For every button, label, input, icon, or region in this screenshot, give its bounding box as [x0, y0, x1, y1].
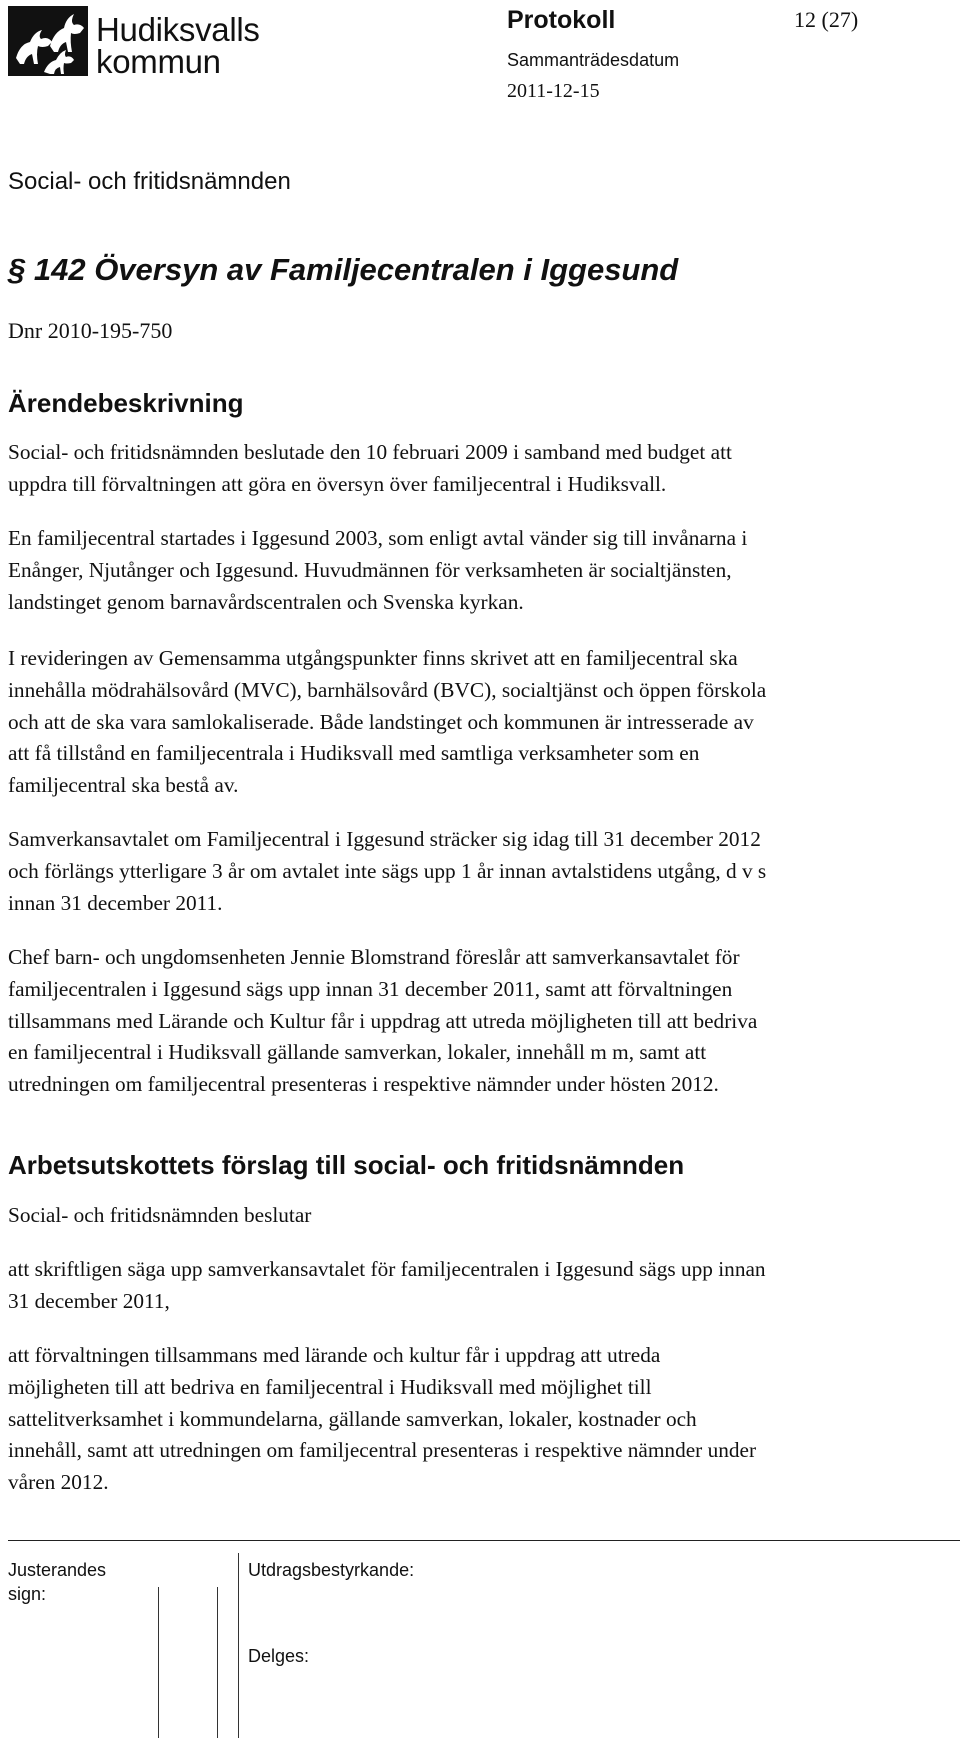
text-line: sattelitverksamhet i kommundelarna, gällande samverkan, lokaler, kostnader och — [8, 1406, 697, 1431]
delges-label: Delges: — [248, 1646, 310, 1666]
description-paragraph — [8, 942, 960, 1101]
text-line: Social- och fritidsnämnden beslutar — [8, 1203, 312, 1227]
text-line: utredningen om familjecentral presenteras i respektive nämnder under hösten 2012. — [8, 1072, 719, 1097]
description-paragraph — [8, 523, 960, 618]
text-line: innehåll, samt att utredningen om familjecentral presenteras i respektive nämnder under — [8, 1438, 757, 1463]
description-paragraph — [8, 643, 960, 802]
org-name-line2: kommun — [96, 43, 221, 80]
text-line: att förvaltningen tillsammans med lärande och kultur får i uppdrag att utreda — [8, 1343, 661, 1367]
signature-section-divider — [238, 1553, 239, 1738]
committee-name: Social- och fritidsnämnden — [8, 168, 291, 195]
text-line: familjecentralen i Iggesund sägs upp innan 31 december 2011, samt att förvaltningen — [8, 976, 733, 1001]
signature-box-divider — [158, 1587, 159, 1738]
municipality-logo-icon — [8, 6, 88, 76]
text-line: att skriftligen säga upp samverkansavtalet för familjecentralen i Iggesund sägs upp innan — [8, 1257, 766, 1281]
text-line: och att de ska vara samlokaliserade. Både landstinget och kommunen är intresserade av — [8, 709, 754, 734]
page-number: 12 (27) — [794, 7, 859, 32]
case-heading: § 142 Översyn av Familjecentralen i Iggesund — [8, 252, 679, 287]
description-paragraph — [8, 437, 960, 501]
text-line: En familjecentral startades i Iggesund 2003, som enligt avtal vänder sig till invånarna i — [8, 526, 748, 550]
signature-label: Justerandes — [8, 1560, 107, 1580]
text-line: innan 31 december 2011. — [8, 890, 223, 915]
meeting-date: 2011-12-15 — [507, 80, 600, 102]
text-line: I revideringen av Gemensamma utgångspunkter finns skrivet att en familjecentral ska — [8, 646, 738, 670]
text-line: möjligheten till att bedriva en familjecentral i Hudiksvall med möjlighet till — [8, 1374, 652, 1399]
proposal-paragraph — [8, 1254, 960, 1318]
text-line: 31 december 2011, — [8, 1288, 170, 1313]
document-type: Protokoll — [507, 6, 616, 34]
text-line: Chef barn- och ungdomsenheten Jennie Blomstrand föreslår att samverkansavtalet för — [8, 945, 740, 969]
section-heading-description: Ärendebeskrivning — [8, 388, 244, 418]
text-line: landstinget genom barnavårdscentralen och Svenska kyrkan. — [8, 589, 524, 614]
text-line: Samverkansavtalet om Familjecentral i Iggesund sträcker sig idag till 31 december 2012 — [8, 827, 761, 851]
footer-divider — [8, 1540, 960, 1541]
signature-box-divider — [217, 1587, 218, 1738]
proposal-paragraph — [8, 1340, 960, 1499]
text-line: innehålla mödrahälsovård (MVC), barnhälsovård (BVC), socialtjänst och öppen förskola — [8, 677, 767, 702]
org-name-line1: Hudiksvalls — [96, 11, 260, 48]
text-line: uppdra till förvaltningen att göra en översyn över familjecentral i Hudiksvall. — [8, 471, 667, 496]
case-reference-number: Dnr 2010-195-750 — [8, 318, 173, 343]
utdrag-label: Utdragsbestyrkande: — [248, 1560, 415, 1580]
text-line: tillsammans med Lärande och Kultur får i uppdrag att utreda möjligheten till att bedriva — [8, 1008, 758, 1033]
signature-label-line2: sign: — [8, 1584, 47, 1604]
section-heading-proposal: Arbetsutskottets förslag till social- och fritidsnämnden — [8, 1150, 685, 1180]
text-line: familjecentral ska bestå av. — [8, 773, 239, 798]
text-line: och förlängs ytterligare 3 år om avtalet inte sägs upp 1 år innan avtalstidens utgång, d v s — [8, 858, 767, 883]
description-paragraph — [8, 824, 960, 919]
text-line: Social- och fritidsnämnden beslutade den 10 februari 2009 i samband med budget att — [8, 440, 732, 464]
text-line: våren 2012. — [8, 1470, 109, 1495]
proposal-intro — [8, 1200, 960, 1232]
text-line: att få tillstånd en familjecentrala i Hudiksvall med samtliga verksamheter som en — [8, 741, 700, 766]
text-line: Enånger, Njutånger och Iggesund. Huvudmännen för verksamheten är socialtjänsten, — [8, 557, 732, 582]
text-line: en familjecentral i Hudiksvall gällande samverkan, lokaler, innehåll m m, samt att — [8, 1040, 707, 1065]
meeting-date-label: Sammanträdesdatum — [507, 50, 680, 70]
